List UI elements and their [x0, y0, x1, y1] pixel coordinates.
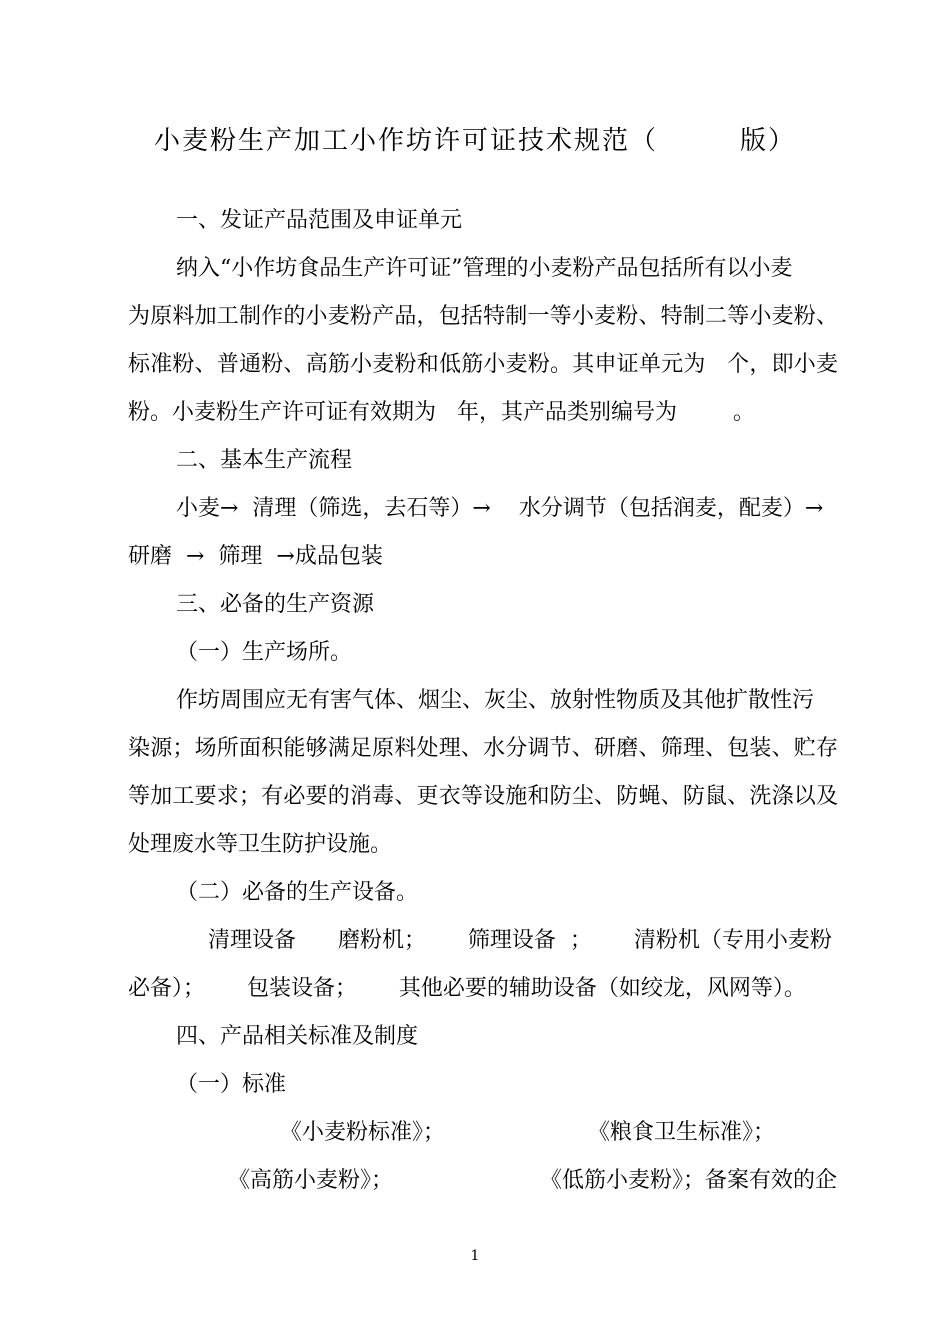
- standard-item: 《小麦粉标准》；: [280, 1120, 446, 1145]
- paragraph-line: 处理废水等卫生防护设施。: [128, 832, 393, 857]
- standard-item: 《低筋小麦粉》；备案有效的企: [540, 1168, 838, 1193]
- section-heading-4: 四、产品相关标准及制度: [176, 1024, 419, 1049]
- standard-item: 《粮食卫生标准》；: [588, 1120, 776, 1145]
- section-heading-1: 一、发证产品范围及申证单元: [176, 208, 463, 233]
- paragraph-line: 纳入“小作坊食品生产许可证”管理的小麦粉产品包括所有以小麦: [176, 256, 793, 281]
- document-title: 小麦粉生产加工小作坊许可证技术规范（ 版）: [153, 126, 797, 156]
- subsection-heading: （二）必备的生产设备。: [176, 880, 419, 905]
- process-flow-line: 小麦→ 清理（筛选，去石等）→ 水分调节（包括润麦，配麦）→: [176, 496, 824, 521]
- page-number: 1: [470, 1248, 480, 1264]
- paragraph-line: 作坊周围应无有害气体、烟尘、灰尘、放射性物质及其他扩散性污: [176, 688, 815, 713]
- paragraph-line: 粉。小麦粉生产许可证有效期为 年，其产品类别编号为 。: [128, 400, 755, 425]
- subsection-heading: （一）标准: [176, 1072, 287, 1097]
- section-heading-2: 二、基本生产流程: [176, 448, 353, 473]
- process-flow-line: 研磨 → 筛理 →成品包装: [128, 544, 383, 569]
- standard-item: 《高筋小麦粉》；: [228, 1168, 394, 1193]
- paragraph-line: 标准粉、普通粉、高筋小麦粉和低筋小麦粉。其申证单元为 个，即小麦: [128, 352, 838, 377]
- paragraph-line: 等加工要求；有必要的消毒、更衣等设施和防尘、防蝇、防鼠、洗涤以及: [128, 784, 838, 809]
- equipment-line: 必备）； 包装设备； 其他必要的辅助设备（如绞龙，风网等）。: [128, 976, 806, 1001]
- subsection-heading: （一）生产场所。: [176, 640, 353, 665]
- section-heading-3: 三、必备的生产资源: [176, 592, 375, 617]
- paragraph-line: 染源；场所面积能够满足原料处理、水分调节、研磨、筛理、包装、贮存: [128, 736, 838, 761]
- equipment-line: 清理设备 磨粉机； 筛理设备 ； 清粉机（专用小麦粉: [208, 928, 832, 953]
- paragraph-line: 为原料加工制作的小麦粉产品，包括特制一等小麦粉、特制二等小麦粉、: [128, 304, 838, 329]
